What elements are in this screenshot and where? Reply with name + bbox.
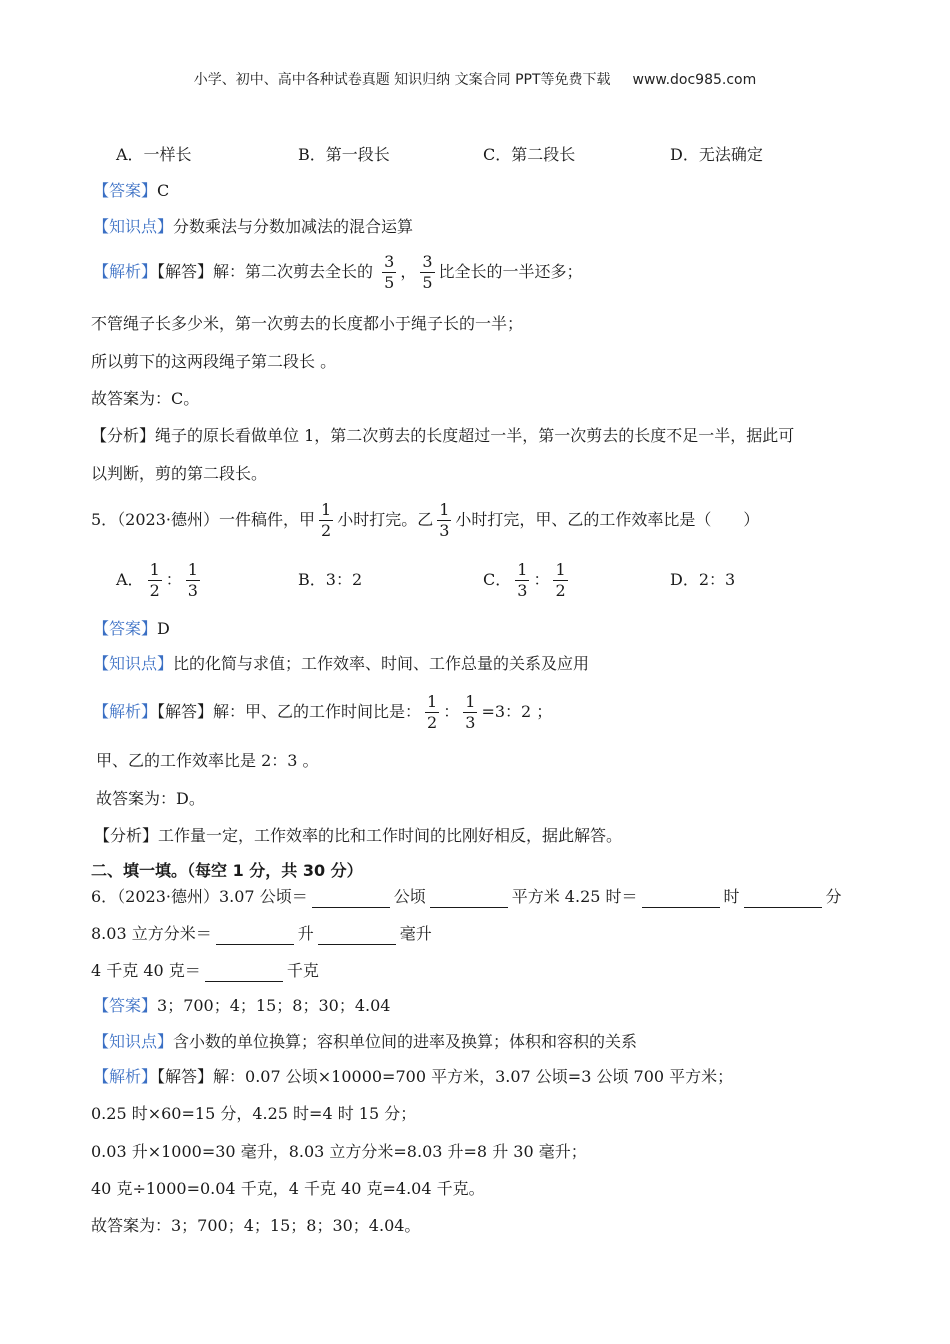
question-text: 6．（2023·德州）3.07 公顷＝: [91, 887, 308, 906]
fraction: $\frac{1}{3}$: [465, 692, 476, 732]
q4-fenxi-line2: 以判断，剪的第二段长。: [91, 464, 268, 483]
fill-blank: [744, 889, 822, 908]
q4-option-a: A．一样长: [116, 145, 192, 164]
q4-knowledge: [93, 216, 413, 238]
question-text: 时: [723, 887, 740, 906]
fill-blank: [318, 926, 396, 945]
answer-tag: 【答案】: [93, 996, 158, 1015]
q4-analysis-line3: 所以剪下的这两段绳子第二段长 。: [91, 352, 337, 371]
question-text: 5．（2023·德州）一件稿件，甲: [91, 510, 315, 529]
question-text: 分: [825, 887, 842, 906]
fraction: $\frac{1}{2}$: [149, 560, 160, 600]
q5-option-b: B．3：2: [298, 570, 363, 589]
answer-tag: 【答案】: [93, 181, 158, 200]
fill-blank: [430, 889, 508, 908]
ratio-sep: ：: [443, 702, 460, 721]
fraction: $\frac{1}{3}$: [439, 500, 450, 540]
analysis-text: 解：甲、乙的工作时间比是：: [213, 702, 422, 721]
q4-analysis-line2: 不管绳子长多少米，第一次剪去的长度都小于绳子长的一半；: [91, 314, 524, 333]
q6-line3: [91, 960, 319, 982]
fraction: $\frac{3}{5}$: [384, 252, 395, 292]
fenxi-text: 绳子的原长看做单位 1，第二次剪去的长度超过一半，第一次剪去的长度不足一半，据此可: [155, 426, 795, 445]
q4-option-b: B．第一段长: [298, 145, 390, 164]
solve-tag: 【解答】: [157, 702, 214, 721]
question-text: 升: [297, 924, 314, 943]
q4-fenxi: [91, 425, 794, 447]
q5-option-a: A． $\frac{1}{2}$ ： $\frac{1}{3}$: [116, 560, 198, 600]
question-text: 小时打完。乙: [337, 510, 434, 529]
question-text: 4 千克 40 克＝: [91, 961, 201, 980]
q5-fenxi: [94, 825, 622, 847]
question-text: 毫升: [399, 924, 432, 943]
fraction: $\frac{1}{3}$: [187, 560, 198, 600]
section-title: 二、填一填。（每空 1 分，共 30 分）: [91, 861, 363, 880]
q6-analysis-line3: 0.03 升×1000=30 毫升，8.03 立方分米=8.03 升=8 升 30 毫升；: [91, 1142, 587, 1161]
solve-tag: 【解答】: [157, 1067, 214, 1086]
solve-tag: 【解答】: [157, 262, 214, 281]
q5-answer: [93, 618, 170, 640]
q5-knowledge: [93, 653, 589, 675]
header-text: 小学、初中、高中各种试卷真题 知识归纳 文案合同 PPT等免费下载: [193, 72, 611, 88]
analysis-tag: 【解析】: [93, 262, 158, 281]
fill-blank: [205, 963, 283, 982]
fraction: $\frac{1}{2}$: [555, 560, 566, 600]
q6-line2: [91, 923, 432, 945]
answer-tag: 【答案】: [93, 619, 158, 638]
q5-option-d: D．2：3: [670, 570, 736, 589]
answer-value: C: [157, 181, 170, 200]
analysis-tag: 【解析】: [93, 1067, 158, 1086]
question-text: 平方米 4.25 时＝: [511, 887, 638, 906]
analysis-text: 比全长的一半还多；: [438, 262, 583, 281]
q4-analysis: [93, 250, 583, 294]
comma: ，: [400, 262, 417, 281]
answer-value: D: [157, 619, 170, 638]
q6-analysis-line4: 40 克÷1000=0.04 千克，4 千克 40 克=4.04 千克。: [91, 1179, 485, 1198]
fenxi-text: 工作量一定，工作效率的比和工作时间的比刚好相反，据此解答。: [158, 826, 623, 845]
fraction: $\frac{1}{2}$: [427, 692, 438, 732]
analysis-tag: 【解析】: [93, 702, 158, 721]
q6-analysis-line5: 故答案为：3；700；4；15；8；30；4.04。: [91, 1216, 421, 1235]
question-text: 小时打完，甲、乙的工作效率比是（ ）: [455, 510, 760, 529]
fill-blank: [312, 889, 390, 908]
q5-question: [91, 498, 759, 542]
q5-analysis-line2: 甲、乙的工作效率比是 2：3 。: [96, 751, 319, 770]
knowledge-text: 分数乘法与分数加减法的混合运算: [173, 217, 414, 236]
q4-answer: [93, 180, 169, 202]
header-site-link[interactable]: www.doc985.com: [632, 72, 757, 88]
fraction: $\frac{1}{3}$: [517, 560, 528, 600]
q5-option-c: C． $\frac{1}{3}$ ： $\frac{1}{2}$: [483, 560, 566, 600]
fill-blank: [216, 926, 294, 945]
question-text: 千克: [286, 961, 319, 980]
fenxi-tag: 【分析】: [91, 426, 156, 445]
knowledge-tag: 【知识点】: [93, 1032, 174, 1051]
analysis-text: 解：0.07 公顷×10000=700 平方米，3.07 公顷=3 公顷 700 平方米；: [213, 1067, 734, 1086]
knowledge-tag: 【知识点】: [93, 217, 174, 236]
q6-analysis-line2: 0.25 时×60=15 分，4.25 时=4 时 15 分；: [91, 1104, 417, 1123]
knowledge-tag: 【知识点】: [93, 654, 174, 673]
fenxi-tag: 【分析】: [94, 826, 159, 845]
q6-knowledge: [93, 1031, 637, 1053]
fraction: $\frac{1}{2}$: [321, 500, 332, 540]
fraction: $\frac{3}{5}$: [422, 252, 433, 292]
answer-value: 3；700；4；15；8；30；4.04: [157, 996, 391, 1015]
q6-answer: [93, 995, 390, 1017]
q5-analysis: [93, 690, 552, 734]
question-text: 8.03 立方分米＝: [91, 924, 212, 943]
analysis-text: =3：2 ；: [481, 702, 553, 721]
question-text: 公顷: [393, 887, 426, 906]
q4-analysis-line4: 故答案为：C。: [91, 389, 200, 408]
page-header: [0, 69, 950, 91]
q4-option-d: D．无法确定: [670, 145, 763, 164]
analysis-text: 解：第二次剪去全长的: [213, 262, 374, 281]
fill-blank: [642, 889, 720, 908]
knowledge-text: 含小数的单位换算；容积单位间的进率及换算；体积和容积的关系: [173, 1032, 638, 1051]
knowledge-text: 比的化简与求值；工作效率、时间、工作总量的关系及应用: [173, 654, 590, 673]
q4-option-c: C．第二段长: [483, 145, 576, 164]
q6-line1: [91, 886, 842, 908]
q6-analysis: [93, 1066, 733, 1088]
q5-analysis-line3: 故答案为：D。: [96, 789, 205, 808]
